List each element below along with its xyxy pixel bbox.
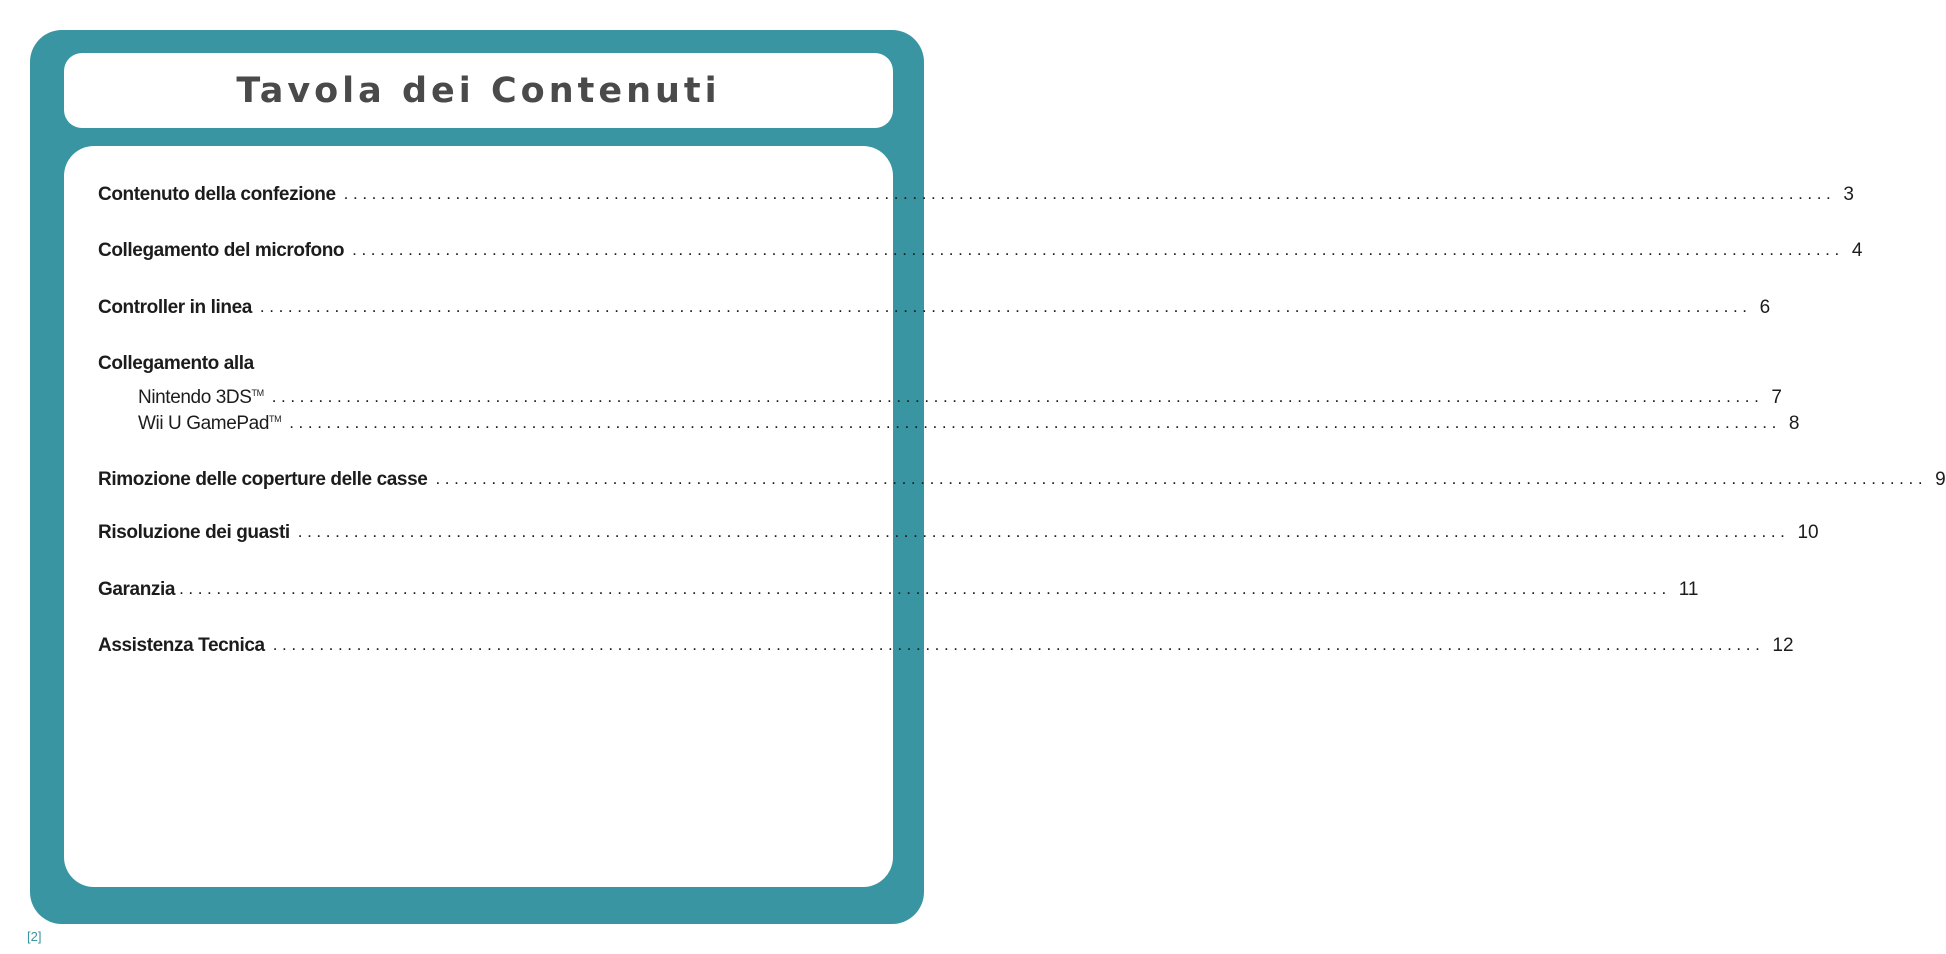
toc-page-number: 12 — [1772, 635, 1794, 656]
page-folio: [2] — [27, 929, 42, 944]
dot-leader: ................................................................................................................................................................ — [343, 184, 1836, 203]
toc-page-number: 4 — [1851, 240, 1863, 261]
trademark-mark: TM — [251, 388, 264, 398]
toc-entry-coperture[interactable] — [98, 467, 1946, 491]
toc-entry-garanzia[interactable] — [98, 577, 1699, 601]
toc-entry-collegamento-alla — [98, 351, 840, 375]
toc-page-number: 9 — [1935, 469, 1946, 490]
dot-leader: ................................................................................................................................................................ — [289, 413, 1781, 432]
toc-entry-label: Controller in linea — [98, 297, 252, 318]
toc-entry-risoluzione[interactable] — [98, 520, 1819, 544]
title-panel — [64, 53, 893, 128]
toc-entry-label: Assistenza Tecnica — [98, 635, 265, 656]
toc-section-heading: Collegamento alla — [98, 353, 254, 374]
trademark-mark: TM — [269, 414, 282, 424]
toc-page-number: 10 — [1797, 522, 1819, 543]
toc-page-number: 8 — [1788, 413, 1800, 434]
toc-entry-nintendo-3ds[interactable] — [138, 385, 1782, 409]
page-title: Tavola dei Contenuti — [236, 70, 721, 111]
dot-leader: ................................................................................................................................................................ — [435, 469, 1928, 488]
toc-entry-label: Wii U GamePad™ — [138, 413, 282, 434]
toc-page-number: 7 — [1771, 387, 1782, 408]
toc-entry-label: Garanzia — [98, 579, 176, 600]
toc-entry-microfono[interactable] — [98, 238, 1863, 262]
dot-leader: ................................................................................................................................................................ — [271, 387, 1764, 406]
dot-leader: ................................................................................................................................................................ — [297, 522, 1790, 541]
toc-entry-wii-u-gamepad[interactable] — [138, 411, 1800, 435]
toc-entry-label: Rimozione delle coperture delle casse — [98, 469, 428, 490]
toc-entry-label: Risoluzione dei guasti — [98, 522, 290, 543]
dot-leader: ................................................................................................................................................................ — [179, 579, 1671, 598]
toc-entry-assistenza[interactable] — [98, 633, 1794, 657]
toc-entry-label: Nintendo 3DS™ — [138, 387, 264, 408]
toc-page-number: 6 — [1759, 297, 1771, 318]
dot-leader: ................................................................................................................................................................ — [352, 240, 1844, 259]
toc-entry-label: Contenuto della confezione — [98, 184, 336, 205]
toc-entry-contenuto[interactable] — [98, 182, 1854, 206]
toc-entry-controller[interactable] — [98, 295, 1771, 319]
dot-leader: ................................................................................................................................................................ — [272, 635, 1765, 654]
dot-leader: ................................................................................................................................................................ — [259, 297, 1752, 316]
toc-entry-label: Collegamento del microfono — [98, 240, 345, 261]
toc-page-number: 11 — [1678, 579, 1699, 600]
toc-page-number: 3 — [1843, 184, 1854, 205]
